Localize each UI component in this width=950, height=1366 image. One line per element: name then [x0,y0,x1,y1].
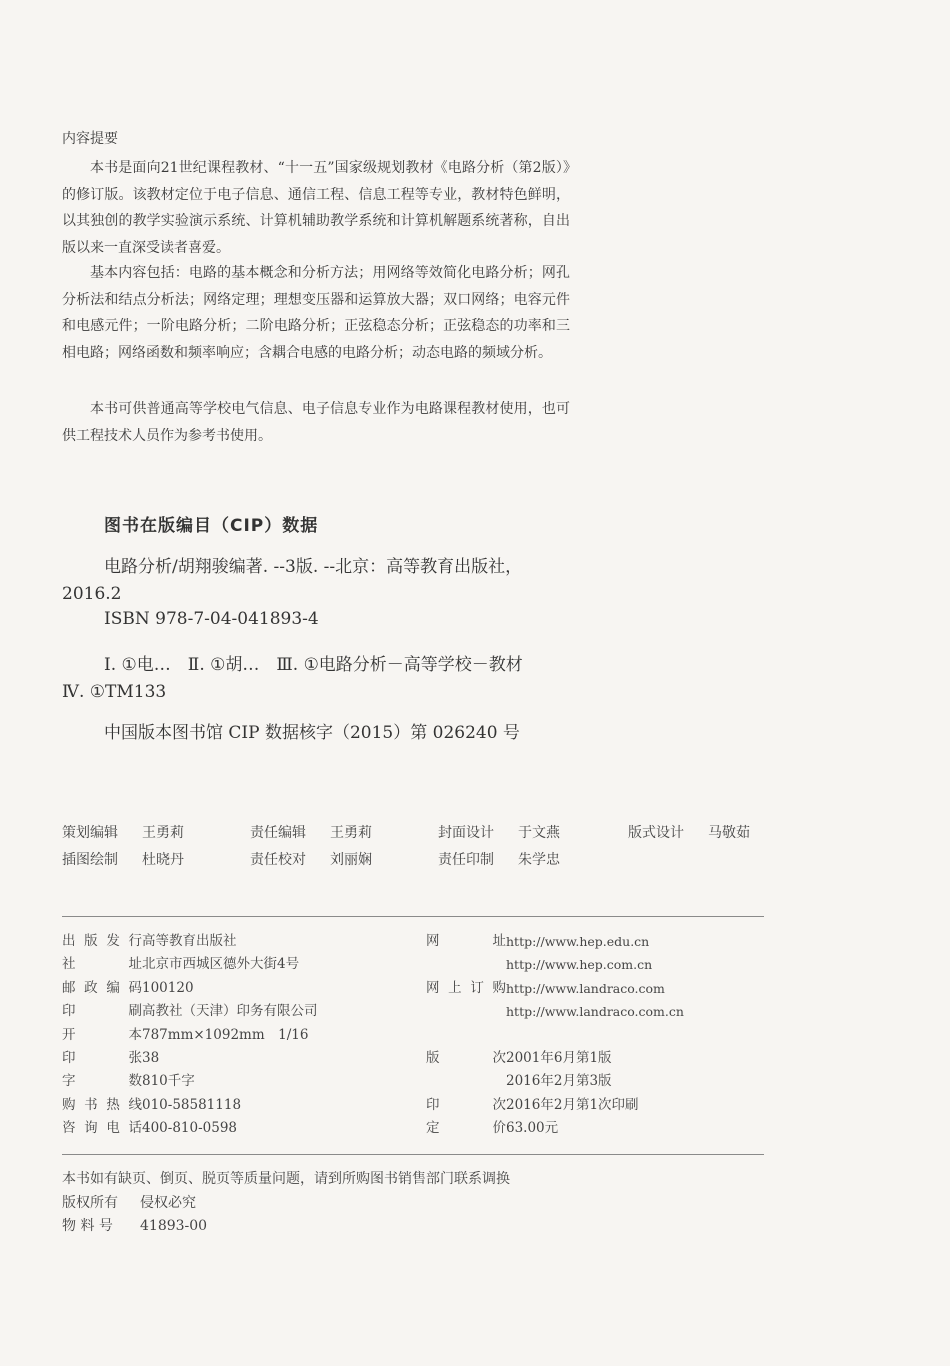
pub-label: 定 价 [426,1120,506,1137]
material-number-label: 物 料 号 [62,1218,113,1234]
pub-label: 咨询电话 [62,1120,142,1137]
pub-label: 印 次 [426,1096,506,1113]
pub-label: 购书热线 [62,1096,142,1113]
pub-value: 63.00元 [506,1120,559,1137]
summary-paragraph-1: 本书是面向21世纪课程教材、“十一五”国家级规划教材《电路分析（第2版）》的修订版。该教材定位于电子信息、通信工程、信息工程等专业，教材特色鲜明，以其独创的教学实验演示系统、计算机辅助教学系统和计算机解题系统著称，自出版以来一直深受读者喜爱。 [62,160,570,256]
material-number-value: 41893-00 [140,1218,208,1234]
staff-name: 杜晓丹 [142,852,184,868]
staff-name: 马敬茹 [708,825,750,841]
pub-value: 2016年2月第1次印刷 [506,1096,639,1113]
cip-classification: Ⅰ. ①电… Ⅱ. ①胡… Ⅲ. ①电路分析－高等学校－教材 Ⅳ. ①TM133 [62,655,540,702]
staff-name: 王勇莉 [142,825,184,841]
divider-top [62,916,764,917]
pub-label: 字 数 [62,1073,142,1090]
pub-label: 邮政编码 [62,979,142,996]
pub-value: 北京市西城区德外大街4号 [142,956,300,973]
staff-name: 王勇莉 [330,825,372,841]
pub-value: 38 [142,1049,160,1066]
website-link[interactable]: http://www.hep.com.cn [506,957,653,973]
copyright-value: 侵权必究 [140,1194,196,1211]
pub-value: 810千字 [142,1073,195,1090]
publication-info-right [426,930,684,1141]
staff-role: 责任编辑 [250,825,306,841]
pub-value: 010-58581118 [142,1096,242,1113]
pub-label [426,953,506,976]
cip-title: 图书在版编目（CIP）数据 [104,516,319,536]
staff-credits [62,820,816,874]
pub-label [426,1024,506,1047]
cip-main-entry: 电路分析/胡翔骏编著. --3版. --北京：高等教育出版社，2016.2 [62,557,523,604]
cip-isbn: ISBN 978-7-04-041893-4 [104,609,319,629]
pub-value: 高等教育出版社 [142,933,237,949]
staff-name: 朱学忠 [518,852,560,868]
staff-name: 于文燕 [518,825,560,841]
pub-label: 开 本 [62,1026,142,1043]
order-link[interactable]: http://www.landraco.com [506,980,665,996]
publication-info-left [62,930,318,1141]
divider-bottom [62,1154,764,1155]
website-link[interactable]: http://www.hep.edu.cn [506,934,650,949]
pub-label: 印 张 [62,1049,142,1066]
staff-role: 版式设计 [628,825,684,841]
staff-role: 插图绘制 [62,852,118,868]
pub-label: 网上订购 [426,979,506,996]
pub-label: 印 刷 [62,1003,142,1020]
pub-value: 787mm×1092mm 1/16 [142,1026,309,1043]
pub-label: 版 次 [426,1049,506,1066]
summary-paragraph-2: 基本内容包括：电路的基本概念和分析方法；用网络等效简化电路分析；网孔分析法和结点分析法；网络定理；理想变压器和运算放大器；双口网络；电容元件和电感元件；一阶电路分析；二阶电路分析；正弦稳态分析；正弦稳态的功率和三相电路；网络函数和频率响应；含耦合电感的电路分析；动态电路的频域分析。 [62,265,570,361]
pub-label: 出版发行 [62,933,142,949]
pub-value: 2001年6月第1版 [506,1049,612,1066]
staff-role: 封面设计 [438,825,494,841]
summary-title: 内容提要 [62,131,118,147]
pub-value: 400-810-0598 [142,1120,238,1137]
footer [62,1168,510,1239]
pub-label [426,1000,506,1023]
pub-label [426,1070,506,1093]
staff-role: 责任校对 [250,852,306,868]
copyright-label: 版权所有 [62,1194,118,1211]
staff-name: 刘丽娴 [330,852,372,868]
pub-value: 100120 [142,979,194,996]
pub-label: 社 址 [62,956,142,973]
order-link[interactable]: http://www.landraco.com.cn [506,1004,684,1020]
pub-label: 网 址 [426,933,506,949]
staff-role: 责任印制 [438,852,494,868]
staff-role: 策划编辑 [62,825,118,841]
pub-value: 2016年2月第3版 [506,1073,612,1090]
summary-paragraph-3: 本书可供普通高等学校电气信息、电子信息专业作为电路课程教材使用，也可供工程技术人员作为参考书使用。 [62,401,570,444]
cip-record-number: 中国版本图书馆 CIP 数据核字（2015）第 026240 号 [104,723,520,743]
quality-notice: 本书如有缺页、倒页、脱页等质量问题，请到所购图书销售部门联系调换 [62,1171,510,1187]
pub-value: 高教社（天津）印务有限公司 [142,1003,318,1020]
